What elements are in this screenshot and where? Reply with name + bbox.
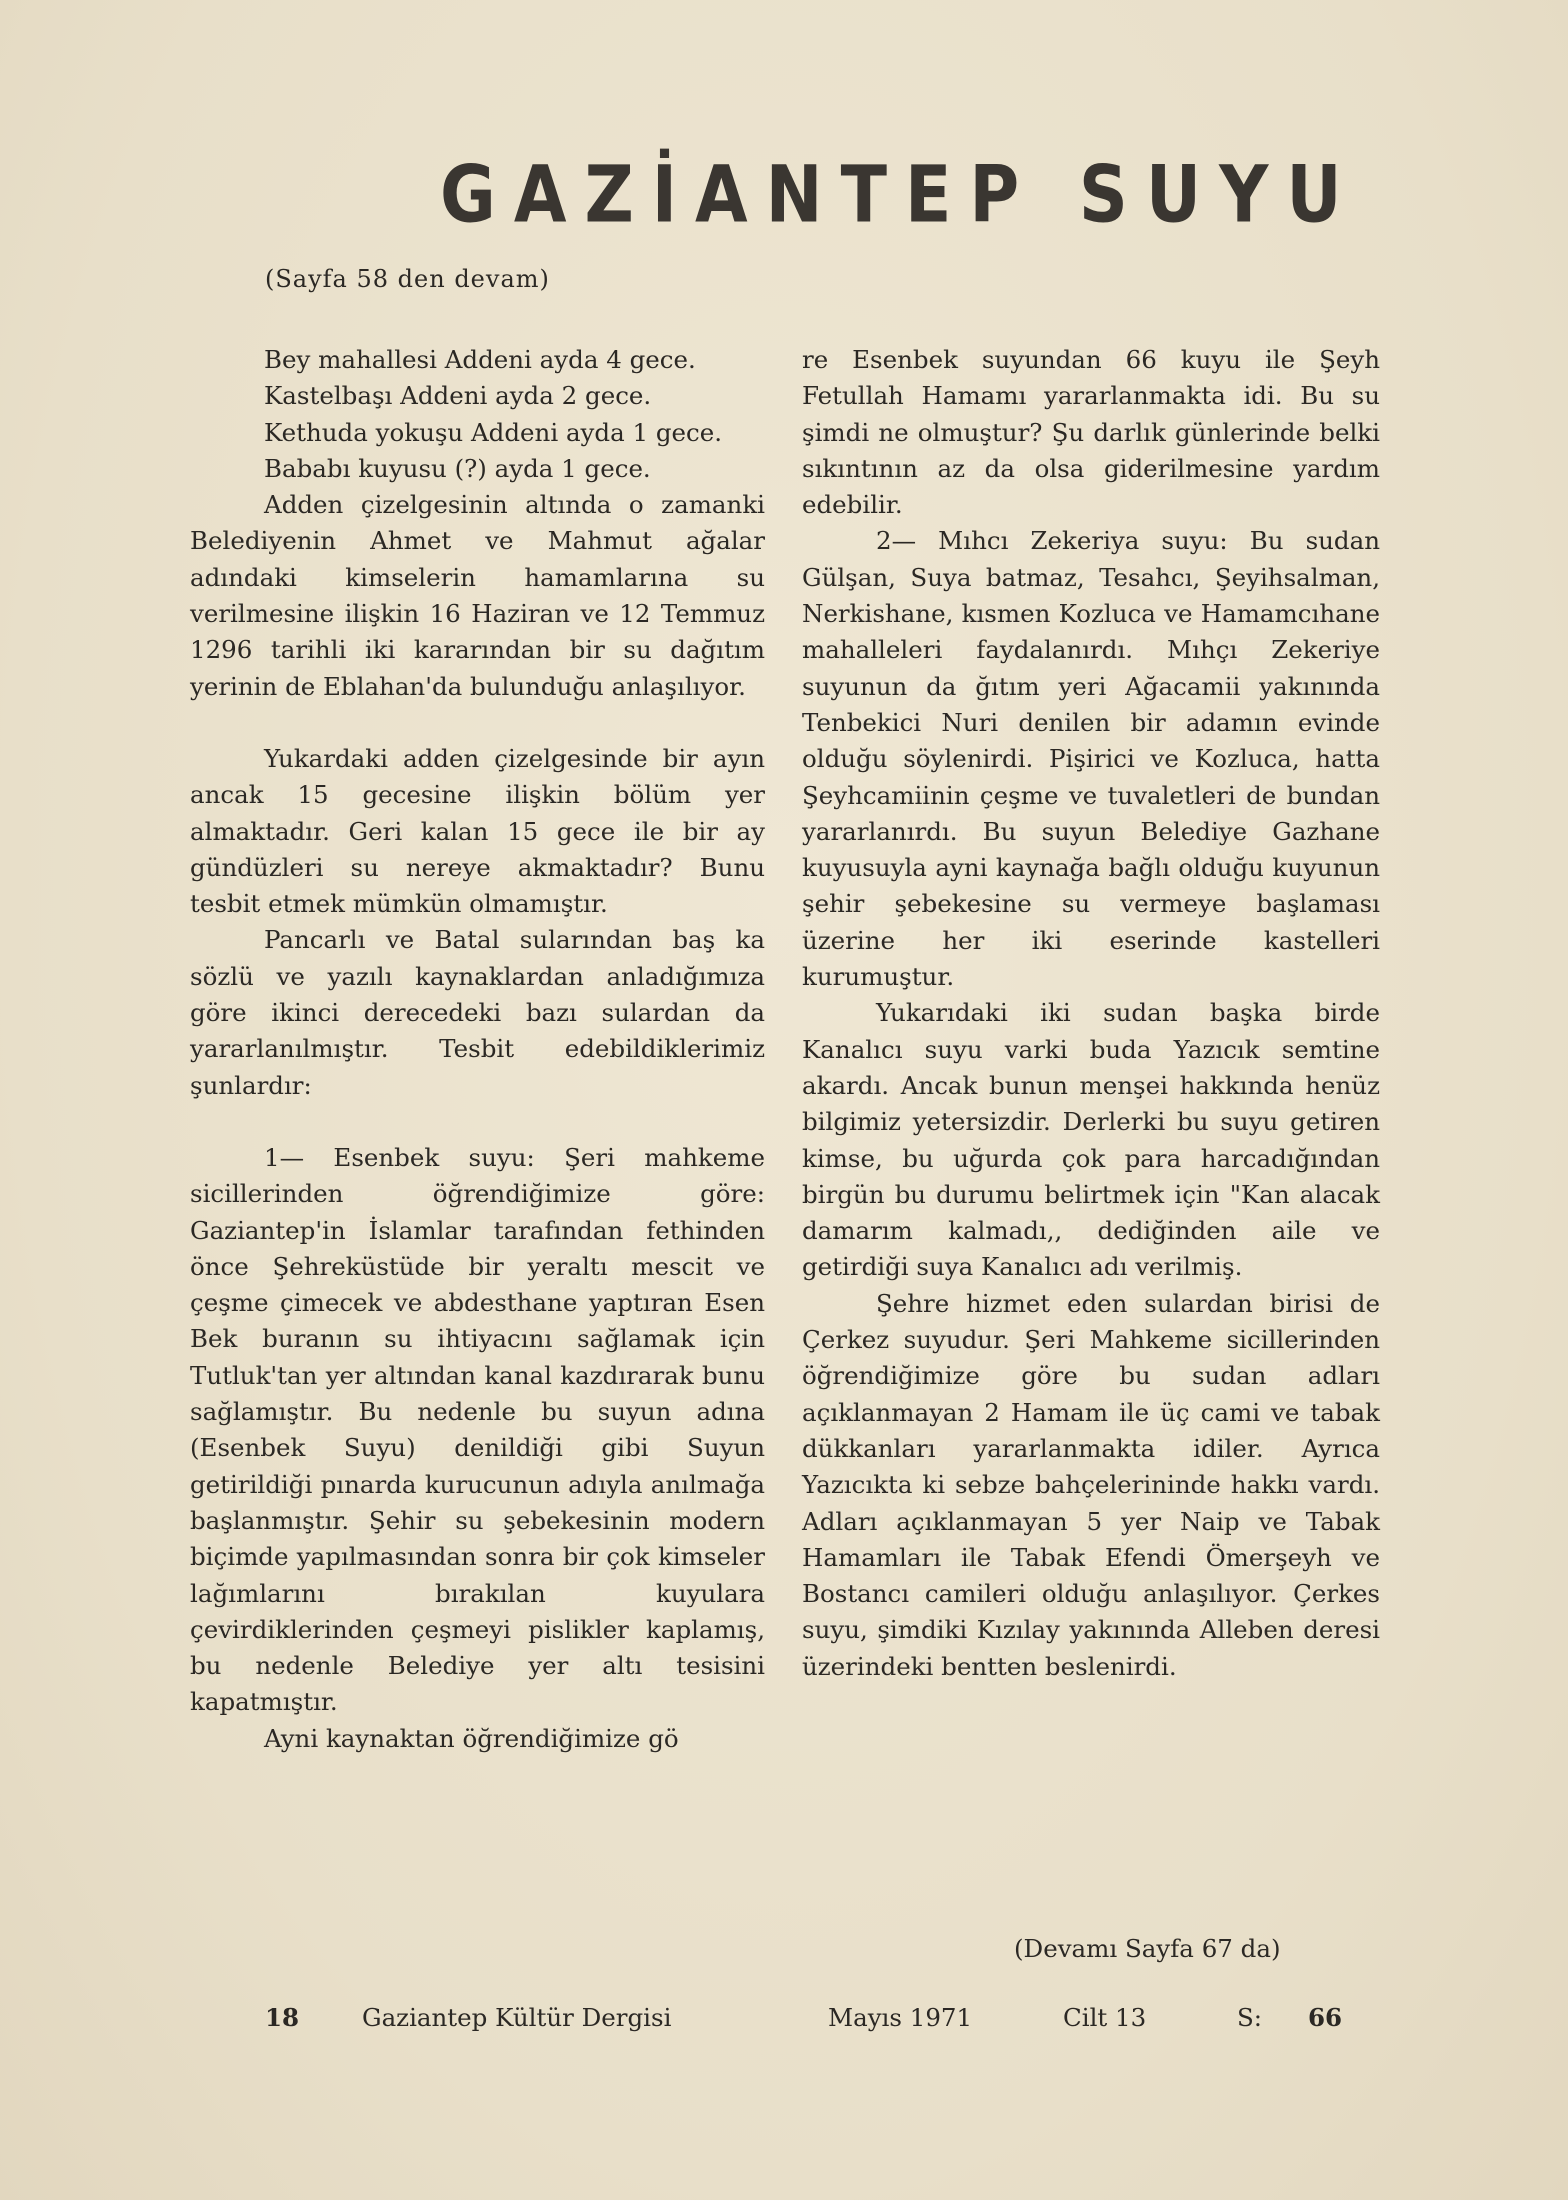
footer-page-number: 18: [265, 2003, 300, 2032]
paragraph: re Esenbek suyundan 66 kuyu ile Şeyh Fetullah Hamamı yararlanmakta idi. Bu su şimdi ne olmuştur? Şu darlık günlerinde belki sıkıntının az da olsa giderilmesine yardım edebilir.: [802, 345, 1380, 520]
footer-issue-number: 66: [1308, 2003, 1343, 2032]
paragraph: 2— Mıhcı Zekeriya suyu: Bu sudan Gülşan, Suya batmaz, Tesahcı, Şeyihsalman, Nerkishane, kısmen Kozluca ve Hamamcıhane mahalleleri faydalanırdı. Mıhçı Zekeriye suyunun da ğıtım yeri Ağacamii yakınında Tenbekici Nuri denilen bir adamın evinde olduğu söylenirdi. Pişirici ve Kozluca, hatta Şeyhcamiinin çeşme ve tuvaletleri de bundan yararlanırdı. Bu suyun Belediye Gazhane kuyusuyla ayni kaynağa bağlı olduğu kuyunun şehir şebekesine su vermeye başlaması üzerine her iki eserinde kastelleri kurumuştur.: [802, 526, 1380, 992]
footer-issue-label: S:: [1237, 2003, 1263, 2032]
paragraph: Kastelbaşı Addeni ayda 2 gece.: [264, 381, 652, 411]
footer-volume: Cilt 13: [1063, 2003, 1147, 2032]
paragraph: Bababı kuyusu (?) ayda 1 gece.: [264, 453, 651, 483]
article-title: GAZİANTEP SUYU: [440, 150, 1360, 241]
right-column: [802, 342, 1380, 1685]
continued-to-note: (Devamı Sayfa 67 da): [1014, 1934, 1281, 1963]
paragraph: 1— Esenbek suyu: Şeri mahkeme sicillerinden öğrendiğimize göre: Gaziantep'in İslamlar tarafından fethinden önce Şehreküstüde bir yeraltı mescit ve çeşme çimecek ve abdesthane yaptıran Esen Bek buranın su ihtiyacını sağlamak için Tutluk'tan yer altından kanal kazdırarak bunu sağlamıştır. Bu nedenle bu suyun adına (Esenbek Suyu) denildiği gibi Suyun getirildiği pınarda kurucunun adıyla anılmağa başlanmıştır. Şehir su şebekesinin modern biçimde yapılmasından sonra bir çok kimseler lağımlarını bırakılan kuyulara çevirdiklerinden çeşmeyi pislikler kaplamış, bu nedenle Belediye yer altı tesisini kapatmıştır.: [190, 1142, 765, 1717]
paragraph: Kethuda yokuşu Addeni ayda 1 gece.: [264, 417, 723, 447]
paragraph: Yukardaki adden çizelgesinde bir ayın ancak 15 gecesine ilişkin bölüm yer almaktadır. Geri kalan 15 gece ile bir ay gündüzleri su nereye akmaktadır? Bunu tesbit etmek mümkün olmamıştır.: [190, 743, 765, 919]
paragraph: Yukarıdaki iki sudan başka birde Kanalıcı suyu varki buda Yazıcık semtine akardı. Ancak bunun menşei hakkında henüz bilgimiz yetersizdir. Derlerki bu suyu getiren kimse, bu uğurda çok para harcadığından birgün bu durumu belirtmek için "Kan alacak damarım kalmadı,, dediğinden aile ve getirdiği suya Kanalıcı adı verilmiş.: [802, 998, 1380, 1282]
paragraph: Ayni kaynaktan öğrendiğimize gö: [264, 1723, 679, 1753]
continued-from-note: (Sayfa 58 den devam): [265, 265, 550, 293]
footer-date: Mayıs 1971: [828, 2003, 973, 2032]
paragraph: Pancarlı ve Batal sularından baş ka sözlü ve yazılı kaynaklardan anladığımıza göre ikinci derecedeki bazı sulardan da yararlanılmıştır. Tesbit edebildiklerimiz şunlardır:: [190, 925, 765, 1100]
paragraph: Bey mahallesi Addeni ayda 4 gece.: [264, 345, 696, 374]
footer-journal-name: Gaziantep Kültür Dergisi: [362, 2003, 672, 2032]
paragraph: Adden çizelgesinin altında o zamanki Belediyenin Ahmet ve Mahmut ağalar adındaki kimselerin hamamlarına su verilmesine ilişkin 16 Haziran ve 12 Temmuz 1296 tarihli iki kararından bir su dağıtım yerinin de Eblahan'da bulunduğu anlaşılıyor.: [190, 490, 765, 701]
left-column: [190, 342, 765, 1757]
paragraph: Şehre hizmet eden sulardan birisi de Çerkez suyudur. Şeri Mahkeme sicillerinden öğrendiğimize göre bu sudan adları açıklanmayan 2 Hamam ile üç cami ve tabak dükkanları yararlanmakta idiler. Ayrıca Yazıcıkta ki sebze bahçelerininde hakkı vardı. Adları açıklanmayan 5 yer Naip ve Tabak Hamamları ile Tabak Efendi Ömerşeyh ve Bostancı camileri olduğu anlaşılıyor. Çerkes suyu, şimdiki Kızılay yakınında Alleben deresi üzerindeki bentten beslenirdi.: [802, 1288, 1380, 1681]
